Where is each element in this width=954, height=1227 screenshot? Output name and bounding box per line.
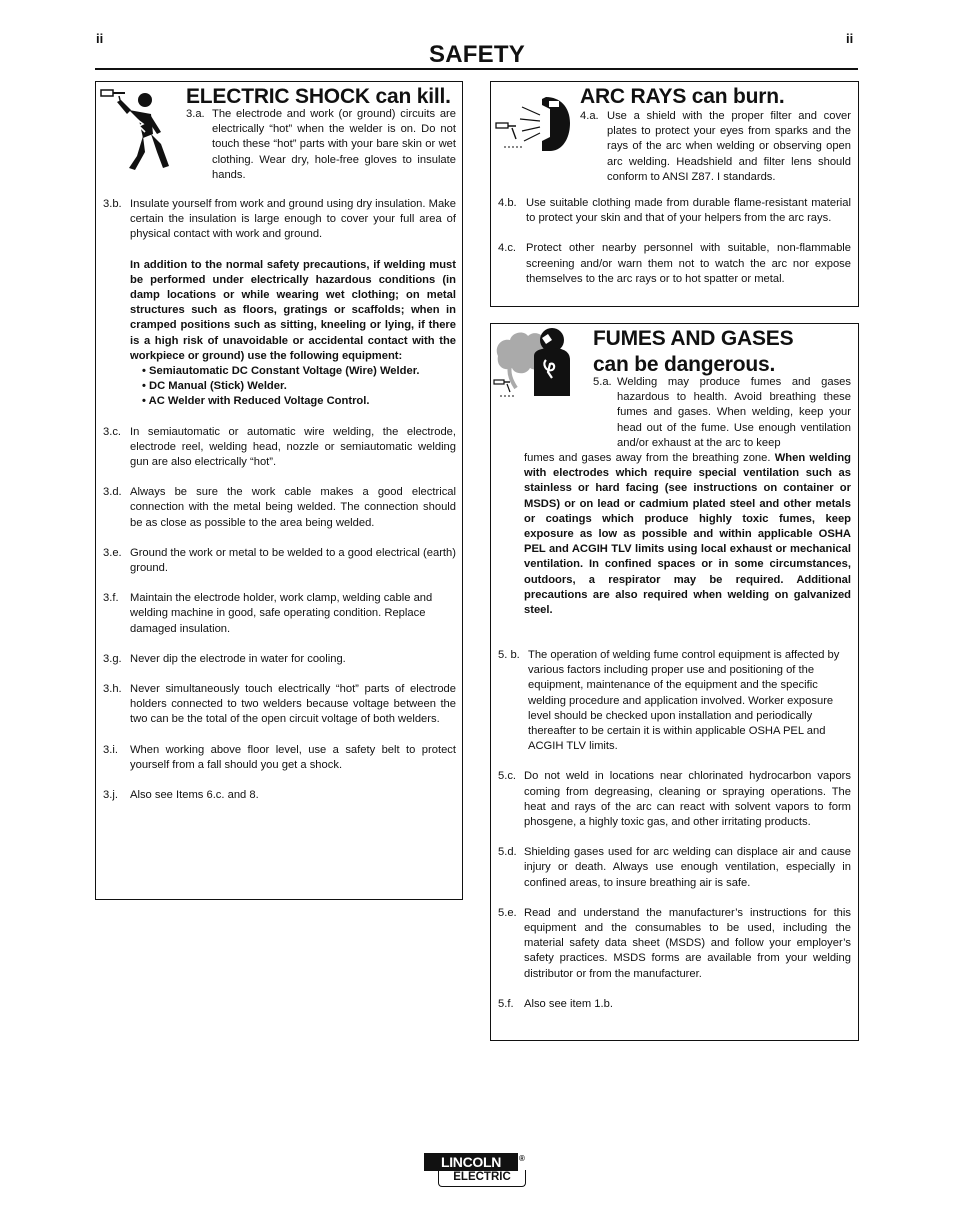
title-rule (95, 68, 858, 70)
arc-items-block (498, 196, 851, 287)
item-number: 3.i. (103, 743, 118, 756)
equipment-item: • Semiautomatic DC Constant Voltage (Wire) Welder. (142, 365, 420, 378)
fumes-title-line2: can be dangerous. (593, 353, 776, 376)
item-text: Maintain the electrode holder, work clamp, welding cable and welding machine in good, safe operating condition. Replace damaged insulation. (130, 592, 433, 635)
item-number: 5.c. (498, 770, 517, 783)
item-number: 4.c. (498, 242, 517, 255)
item-text: The operation of welding fume control equipment is affected by various factors including proper use and positioning of the equipment, maintenance of the equipment and the specific welding procedure and application involved. Worker exposure level should be checked upon installation and periodically thereafter to be certain it is within applicable OSHA PEL and ACGIH TLV limits. (528, 649, 840, 753)
page-title: SAFETY (429, 41, 525, 68)
item-3c (103, 425, 456, 471)
item-5c (498, 769, 851, 830)
warning-text: In addition to the normal safety precautions, if welding must be performed under electrically hazardous conditions (in damp locations or while wearing wet clothing; on metal structures such as floors, gratings or scaffolds; when in cramped positions such as sitting, kneeling or lying, if there is a high risk of unavoidable or accidental contact with the workpiece or ground) use the following equipment: (130, 258, 456, 362)
item-3b (103, 197, 456, 243)
item-4a (580, 109, 851, 185)
fumes-gases-title (593, 326, 793, 378)
arc-rays-title: ARC RAYS can burn. (580, 85, 785, 108)
item-number: 3.e. (103, 546, 122, 559)
item-text: Also see item 1.b. (524, 997, 613, 1010)
electric-shock-person-icon (99, 88, 185, 170)
item-5d (498, 845, 851, 891)
item-text: The electrode and work (or ground) circuits are electrically “hot” when the welder is on. Do not touch these “hot” parts with your bare skin or wet clothing. Wear dry, hole-free gloves to insulate hands. (212, 108, 456, 181)
item-text: Shielding gases used for arc welding can displace air and cause injury or death. Always use enough ventilation, especially in confined areas, to insure breathing air is safe. (524, 846, 851, 889)
item-text: Never simultaneously touch electrically “hot” parts of electrode holders connected to two welders because voltage between the two can be the total of the open circuit voltage of both welders. (130, 683, 456, 726)
lincoln-electric-logo (424, 1153, 530, 1189)
item-number: 5.e. (498, 906, 517, 919)
fumes-title-line1: FUMES AND GASES (593, 327, 794, 350)
item-3e (103, 546, 456, 576)
item-number: 5.a. (593, 376, 612, 388)
item-3g (103, 652, 456, 667)
page-number-right: ii (846, 31, 854, 46)
item-number: 3.b. (103, 198, 122, 210)
item-3h (103, 682, 456, 728)
item-text: Use suitable clothing made from durable flame-resistant material to protect your skin and that of your helpers from the arc rays. (526, 197, 851, 225)
equipment-item: • AC Welder with Reduced Voltage Control. (142, 395, 370, 408)
welding-helmet-arc-icon (494, 95, 572, 153)
fumes-items-block (498, 648, 851, 1012)
logo-bottom-text: ELECTRIC (438, 1170, 526, 1187)
item-text: Also see Items 6.c. and 8. (130, 789, 259, 802)
item-number: 5.d. (498, 846, 517, 859)
item-3j (103, 788, 456, 803)
item-text: Ground the work or metal to be welded to a good electrical (earth) ground. (130, 546, 456, 575)
item-text: Use a shield with the proper filter and cover plates to protect your eyes from sparks and the rays of the arc when welding or observing open arc welding. Headshield and filter lens should conform to ANSI Z87. I standards. (607, 110, 851, 183)
item-3f (103, 591, 456, 637)
equipment-list (130, 364, 456, 410)
item-number: 3.f. (103, 592, 119, 605)
item-text: Never dip the electrode in water for cooling. (130, 652, 346, 665)
item-text: Insulate yourself from work and ground using dry insulation. Make certain the insulation is large enough to cover your full area of physical contact with work and ground. (130, 198, 456, 241)
item-5a (593, 375, 851, 451)
item-number: 3.d. (103, 486, 122, 499)
electrical-hazard-warning (103, 258, 456, 410)
item-number: 3.j. (103, 789, 118, 802)
item-text: In semiautomatic or automatic wire welding, the electrode, electrode reel, welding head, nozzle or semiautomatic welding gun are also electrically “hot”. (130, 425, 456, 469)
item-3a (186, 107, 456, 183)
special-ventilation-warning: When welding with electrodes which require special ventilation such as stainless or hard facing (see instructions on container or MSDS) or on lead or cadmium plated steel and other metals or coatings which produce highly toxic fumes, keep exposure as low as possible and within applicable OSHA PEL and ACGIH TLV limits using local exhaust or mechanical ventilation. In confined spaces or in some circumstances, outdoors, a respirator may be required. Additional precautions are also required when welding on galvanized steel. (524, 452, 852, 617)
item-number: 4.a. (580, 110, 599, 122)
item-5e (498, 906, 851, 982)
item-text: Protect other nearby personnel with suitable, non-flammable screening and/or warn them not to watch the arc nor expose themselves to the arc rays or to hot spatter or metal. (526, 242, 851, 285)
item-text: Always be sure the work cable makes a good electrical connection with the metal being welded. The connection should be as close as possible to the area being welded. (130, 486, 456, 529)
fumes-welder-icon (492, 326, 584, 398)
item-number: 5.f. (498, 997, 514, 1010)
item-number: 3.c. (103, 425, 122, 438)
item-text: When working above floor level, use a safety belt to protect yourself from a fall should you get a shock. (130, 743, 456, 771)
item-4c (498, 241, 851, 287)
item-3i (103, 743, 456, 773)
item-number: 4.b. (498, 197, 517, 209)
item-text: Do not weld in locations near chlorinated hydrocarbon vapors coming from degreasing, cleaning or spraying operations. The heat and rays of the arc can react with solvent vapors to form phosgene, a highly toxic gas, and other irritating products. (524, 770, 851, 829)
item-5b (498, 648, 851, 754)
item-4b (498, 196, 851, 226)
shock-items-block (103, 197, 456, 803)
item-5f (498, 997, 851, 1012)
logo-top-text: LINCOLN (424, 1153, 518, 1171)
item-text: Read and understand the manufacturer’s instructions for this equipment and the consumables to be used, including the material safety data sheet (MSDS) and follow your employer’s safety practices. MSDS forms are available from your welding distributor or from the manufacturer. (524, 906, 851, 980)
item-text: Welding may produce fumes and gases hazardous to health. Avoid breathing these fumes and gases. When welding, keep your head out of the fume. Use enough ventilation and/or exhaust at the arc to keep (617, 376, 851, 449)
item-number: 3.g. (103, 652, 122, 665)
item-number: 3.h. (103, 683, 122, 696)
item-number: 5. b. (498, 649, 520, 661)
item-5a-continued (524, 451, 851, 618)
logo-registered-mark: ® (519, 1154, 525, 1163)
equipment-item: • DC Manual (Stick) Welder. (142, 380, 287, 393)
electric-shock-title: ELECTRIC SHOCK can kill. (186, 85, 451, 108)
item-3d (103, 485, 456, 531)
item-number: 3.a. (186, 108, 205, 120)
page-number-left: ii (96, 31, 104, 46)
item-text: fumes and gases away from the breathing zone. (524, 452, 771, 464)
